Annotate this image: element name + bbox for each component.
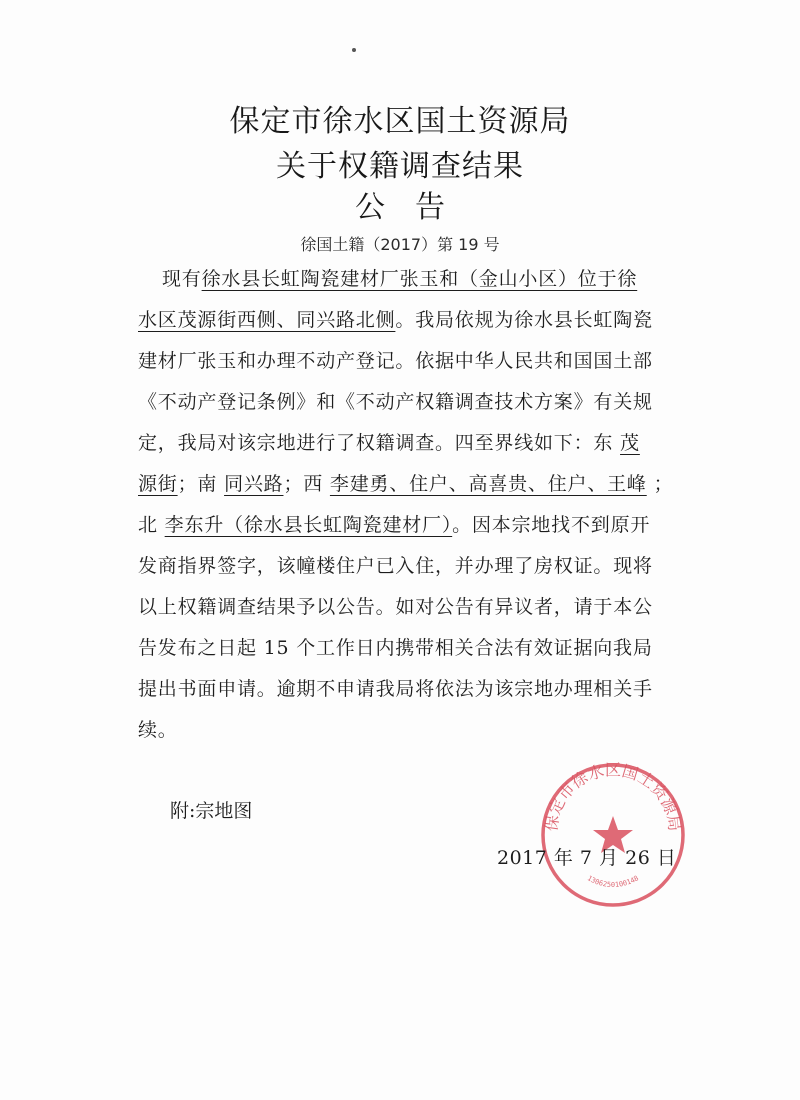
seal-arc-text: 保定市徐水区国土资源局 bbox=[541, 760, 685, 833]
body-line-12: 续。 bbox=[138, 719, 178, 741]
official-seal bbox=[538, 760, 688, 910]
seal-code bbox=[586, 874, 640, 889]
body-text: ； bbox=[653, 473, 674, 495]
document-number: 徐国土籍（2017）第 19 号 bbox=[300, 235, 500, 254]
title-line-1: 保定市徐水区国土资源局 bbox=[229, 104, 571, 139]
body-line-10: 告发布之日起 15 个工作日内携带相关合法有效证据向我局 bbox=[138, 637, 653, 659]
body-text: 。因本宗地找不到原开 bbox=[452, 514, 651, 536]
body-line-2 bbox=[138, 305, 653, 332]
body-text: ；南 bbox=[177, 473, 218, 495]
issue-date: 2017 年 7 月 26 日 bbox=[497, 847, 677, 869]
underlined-text: 李建勇、住户、高喜贵、住户、王峰 bbox=[329, 473, 647, 495]
underlined-text: 同兴路 bbox=[224, 473, 284, 495]
body-line-5 bbox=[138, 428, 640, 455]
title-line-3: 公告 bbox=[355, 190, 475, 225]
body-line-6 bbox=[138, 469, 673, 496]
attachment-note: 附:宗地图 bbox=[170, 800, 253, 822]
underlined-text: 茂 bbox=[620, 432, 640, 454]
body-text: 现有 bbox=[162, 268, 202, 290]
title-line-2: 关于权籍调查结果 bbox=[276, 149, 524, 184]
underlined-text: 源街 bbox=[138, 473, 178, 495]
body-text: 定，我局对该宗地进行了权籍调查。四至界线如下：东 bbox=[138, 432, 614, 454]
body-line-11: 提出书面申请。逾期不申请我局将依法为该宗地办理相关手 bbox=[138, 678, 653, 700]
body-text: 。我局依规为徐水县长虹陶瓷 bbox=[395, 309, 653, 331]
seal-code-text: 1306250100148 bbox=[585, 874, 641, 890]
underlined-text: 李东升（徐水县长虹陶瓷建材厂） bbox=[164, 514, 453, 536]
scan-speck bbox=[352, 48, 356, 52]
underlined-text: 水区茂源街西侧、同兴路北侧 bbox=[138, 309, 396, 331]
body-text: 北 bbox=[138, 514, 158, 536]
body-line-1 bbox=[162, 264, 637, 291]
body-line-3: 建材厂张玉和办理不动产登记。依据中华人民共和国国土部 bbox=[138, 350, 653, 372]
body-line-7 bbox=[138, 510, 650, 537]
body-line-4: 《不动产登记条例》和《不动产权籍调查技术方案》有关规 bbox=[138, 391, 653, 413]
body-line-9: 以上权籍调查结果予以公告。如对公告有异议者，请于本公 bbox=[138, 596, 653, 618]
body-line-8: 发商指界签字，该幢楼住户已入住，并办理了房权证。现将 bbox=[138, 555, 653, 577]
body-text: ；西 bbox=[283, 473, 324, 495]
underlined-text: 徐水县长虹陶瓷建材厂张玉和（金山小区）位于徐 bbox=[201, 268, 638, 290]
